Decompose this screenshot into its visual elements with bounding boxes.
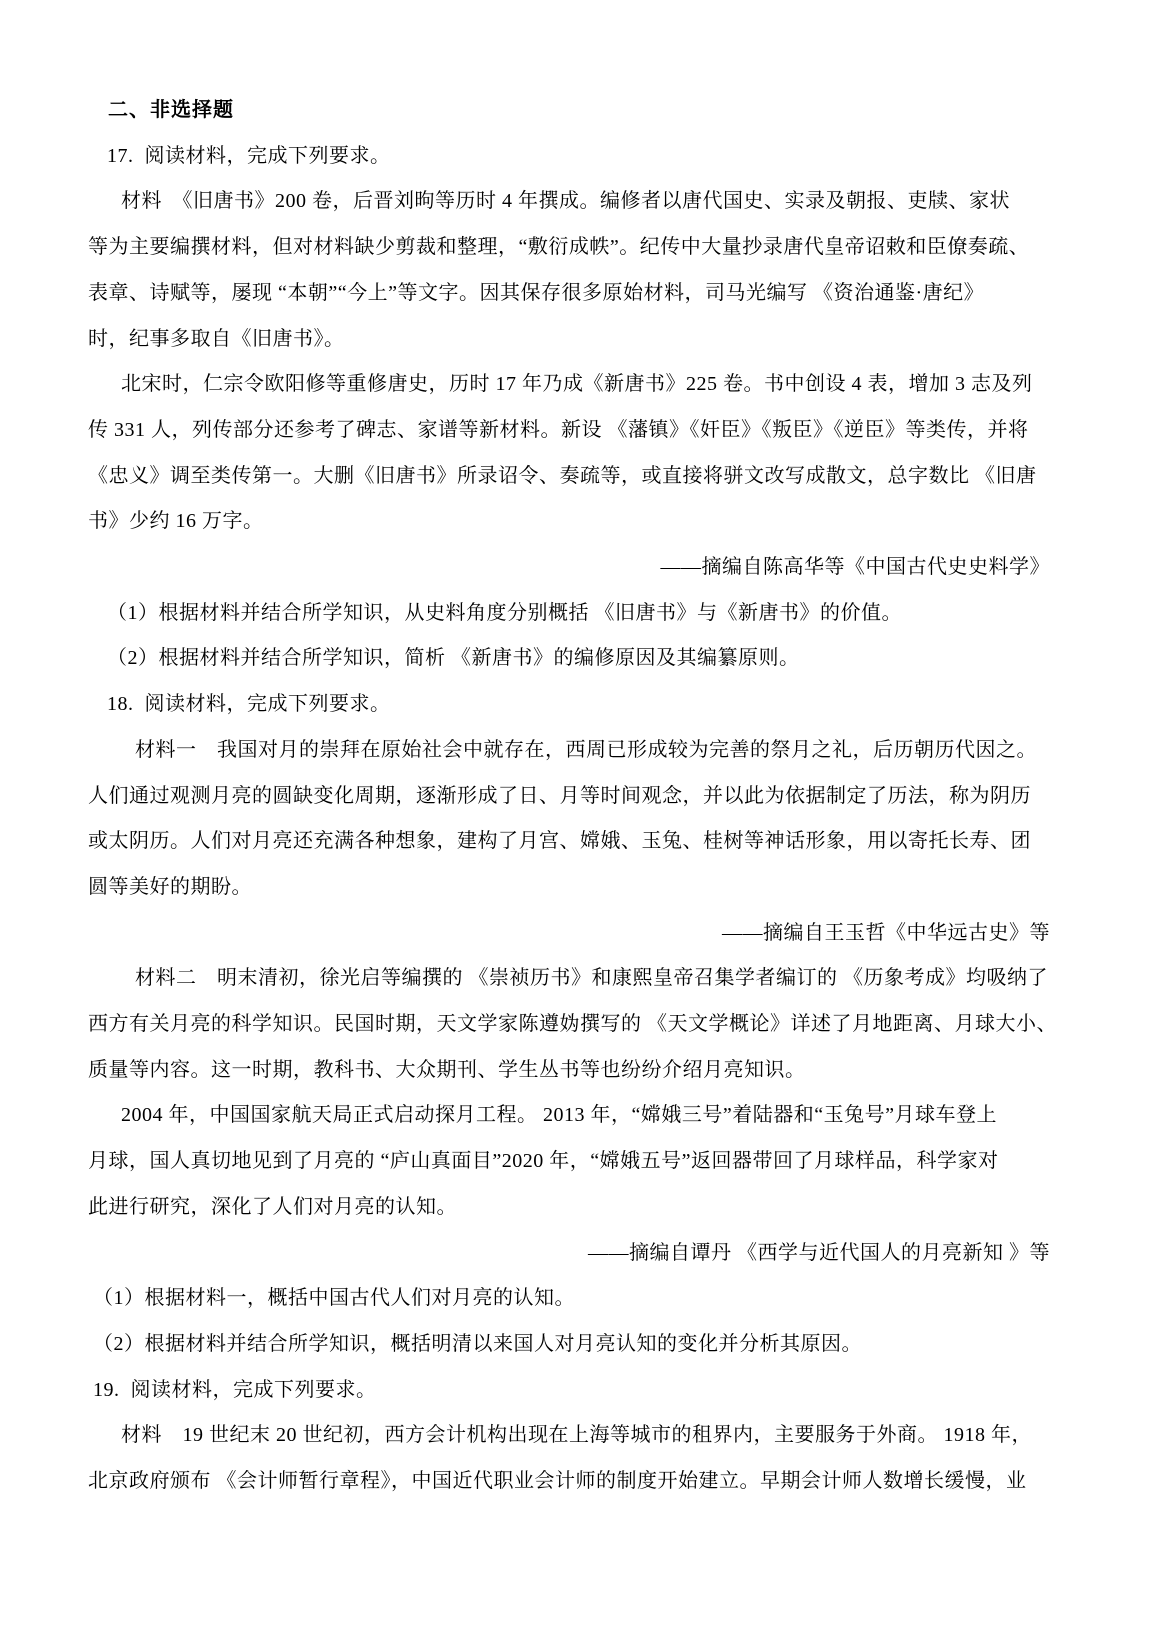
source-citation: ——摘编自陈高华等《中国古代史史料学》	[660, 556, 1050, 578]
material-text-line: 传 331 人，列传部分还参考了碑志、家谱等新材料。新设 《藩镇》《奸臣》《叛臣》《逆臣》等类传，并将	[88, 418, 1029, 441]
material-text-line: 北京政府颁布 《会计师暂行章程》，中国近代职业会计师的制度开始建立。早期会计师人数增长缓慢，业	[88, 1470, 1027, 1492]
material-text-line: 质量等内容。这一时期，教科书、大众期刊、学生丛书等也纷纷介绍月亮知识。	[88, 1058, 806, 1081]
source-citation: ——摘编自王玉哲《中华远古史》等	[722, 921, 1050, 944]
question-17-stem: 17. 阅读材料，完成下列要求。	[107, 144, 391, 167]
material-text-line: 西方有关月亮的科学知识。民国时期，天文学家陈遵妫撰写的 《天文学概论》详述了月地距离、月球大小、	[88, 1013, 1057, 1035]
question-18-sub2: （2）根据材料并结合所学知识，概括明清以来国人对月亮认知的变化并分析其原因。	[93, 1332, 862, 1355]
material-text-line: 此进行研究，深化了人们对月亮的认知。	[88, 1195, 457, 1218]
material-text-line: 材料 《旧唐书》200 卷，后晋刘昫等历时 4 年撰成。编修者以唐代国史、实录及朝报、吏牍、家状	[121, 190, 1010, 213]
material-text-line: 2004 年，中国国家航天局正式启动探月工程。 2013 年，“嫦娥三号”着陆器和“玉兔号”月球车登上	[121, 1104, 998, 1127]
material-text-line: 时，纪事多取自《旧唐书》。	[88, 327, 345, 350]
material-text-line: 书》少约 16 万字。	[88, 510, 264, 533]
question-17-sub1: （1）根据材料并结合所学知识，从史料角度分别概括 《旧唐书》与《新唐书》的价值。	[107, 601, 902, 624]
material-text-line: 人们通过观测月亮的圆缺变化周期，逐渐形成了日、月等时间观念，并以此为依据制定了历法，称为阴历	[88, 784, 1031, 807]
material-text-line: 或太阴历。人们对月亮还充满各种想象，建构了月宫、嫦娥、玉兔、桂树等神话形象，用以寄托长寿、团	[88, 830, 1031, 853]
document-body	[88, 0, 1057, 1638]
material-text-line: 《忠义》调至类传第一。大删《旧唐书》所录诏令、奏疏等，或直接将骈文改写成散文，总字数比 《旧唐	[88, 464, 1037, 487]
question-17-sub2: （2）根据材料并结合所学知识，简析 《新唐书》的编修原因及其编纂原则。	[107, 647, 800, 670]
material-text-line: 材料一 我国对月的崇拜在原始社会中就存在，西周已形成较为完善的祭月之礼，后历朝历代因之。	[135, 738, 1037, 761]
source-citation: ——摘编自谭丹 《西学与近代国人的月亮新知 》等	[588, 1241, 1050, 1264]
material-text-line: 表章、诗赋等，屡现 “本朝”“今上”等文字。因其保存很多原始材料，司马光编写 《资治通鉴·唐纪》	[88, 281, 985, 304]
material-text-line: 材料二 明末清初，徐光启等编撰的 《崇祯历书》和康熙皇帝召集学者编订的 《历象考成》均吸纳了	[135, 967, 1048, 990]
material-text-line: 等为主要编撰材料，但对材料缺少剪裁和整理，“敷衍成帙”。纪传中大量抄录唐代皇帝诏敕和臣僚奏疏、	[88, 236, 1030, 259]
question-18-stem: 18. 阅读材料，完成下列要求。	[107, 693, 391, 716]
material-text-line: 材料 19 世纪末 20 世纪初，西方会计机构出现在上海等城市的租界内，主要服务于外商。 1918 年，	[121, 1424, 1032, 1447]
material-text-line: 圆等美好的期盼。	[88, 875, 252, 898]
question-18-sub1: （1）根据材料一，概括中国古代人们对月亮的认知。	[93, 1287, 575, 1310]
question-19-stem: 19. 阅读材料，完成下列要求。	[93, 1378, 377, 1401]
material-text-line: 月球，国人真切地见到了月亮的 “庐山真面目”2020 年，“嫦娥五号”返回器带回了月球样品，科学家对	[88, 1150, 999, 1173]
section-heading: 二、非选择题	[108, 99, 234, 121]
material-text-line: 北宋时，仁宗令欧阳修等重修唐史，历时 17 年乃成《新唐书》225 卷。书中创设 4 表，增加 3 志及列	[121, 373, 1033, 396]
